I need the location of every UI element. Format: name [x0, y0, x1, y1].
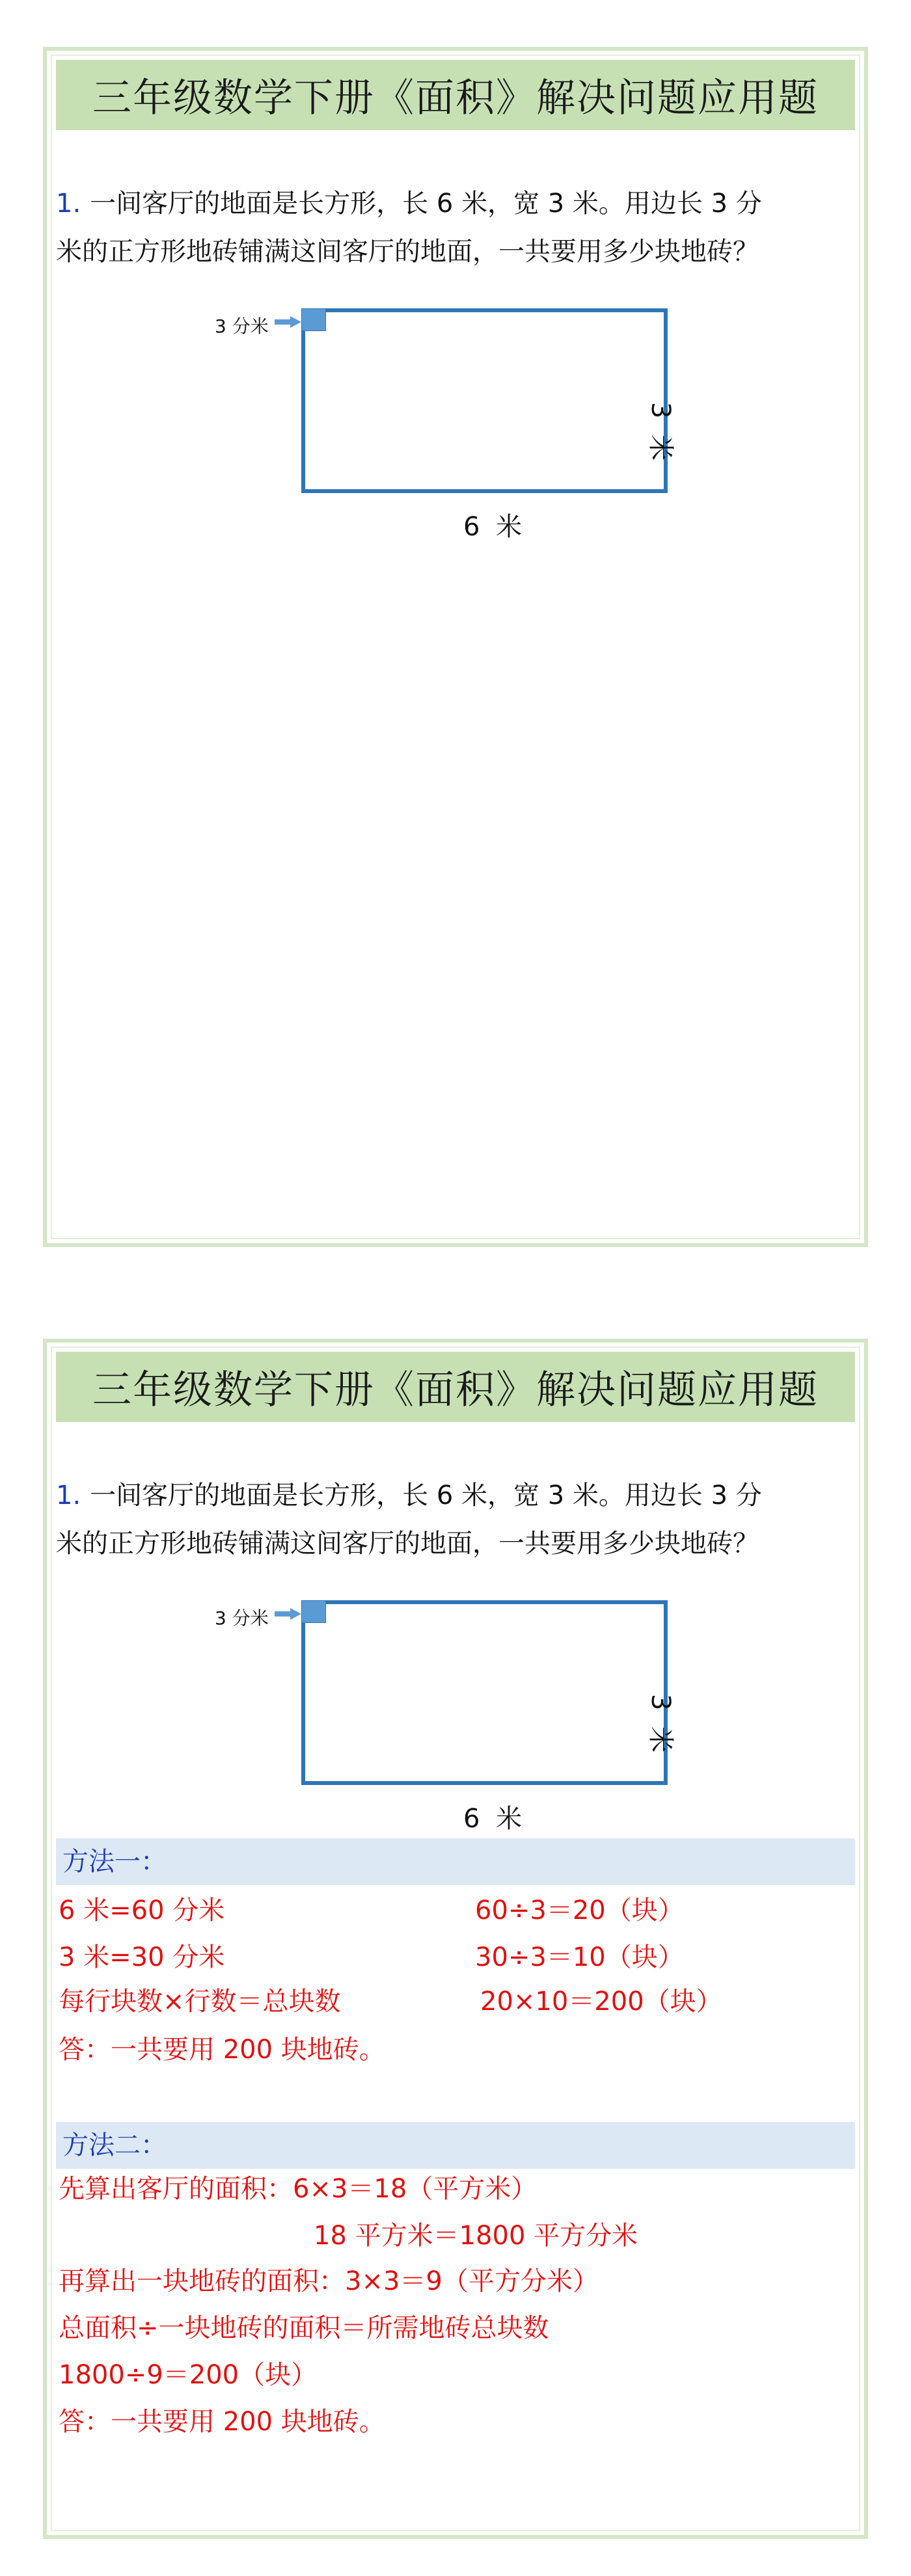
floor-tile-square	[301, 308, 326, 331]
worksheet-card-question	[43, 47, 868, 1247]
method-2-line-3: 再算出一块地砖的面积：3×3＝9（平方分米）	[59, 2266, 599, 2296]
method-1-row-1-left: 6 米=60 分米	[59, 1896, 225, 1925]
method-1-row-3-right: 20×10＝200（块）	[480, 1987, 722, 2017]
question-line-1	[56, 180, 855, 228]
room-width-label: 3 米	[646, 1694, 675, 1757]
right-arrow-icon	[275, 1607, 302, 1620]
room-rectangle	[301, 1600, 668, 1785]
question-number: 1.	[56, 189, 81, 219]
worksheet-card-solution	[43, 1339, 868, 2539]
question-line-2: 米的正方形地砖铺满这间客厅的地面，一共要用多少块地砖？	[56, 237, 759, 267]
tile-size-label: 3 分米	[215, 315, 269, 337]
method-1-answer: 答：一共要用 200 块地砖。	[59, 2035, 385, 2065]
worksheet-title: 三年级数学下册《面积》解决问题应用题	[56, 60, 855, 130]
method-1-row-1-right: 60÷3＝20（块）	[475, 1896, 684, 1925]
method-1-heading: 方法一：	[56, 1838, 855, 1885]
question-line-2: 米的正方形地砖铺满这间客厅的地面，一共要用多少块地砖？	[56, 1529, 759, 1559]
question-text	[56, 1471, 855, 1568]
method-2-line-4: 总面积÷一块地砖的面积＝所需地砖总块数	[59, 2313, 549, 2343]
method-1-row-2-right: 30÷3＝10（块）	[475, 1942, 684, 1972]
right-arrow-icon	[275, 315, 302, 329]
tile-size-label: 3 分米	[215, 1607, 269, 1629]
room-rectangle	[301, 308, 668, 493]
room-width-label: 3 米	[646, 402, 675, 465]
room-diagram	[47, 291, 872, 542]
room-length-label: 6 米	[463, 1804, 526, 1834]
method-2-line-2: 18 平方米＝1800 平方分米	[314, 2221, 638, 2251]
method-1-row-2-left: 3 米=30 分米	[59, 1942, 225, 1972]
method-2-answer: 答：一共要用 200 块地砖。	[59, 2407, 385, 2437]
question-line-1-text: 一间客厅的地面是长方形，长 6 米，宽 3 米。用边长 3 分	[90, 189, 762, 219]
room-length-label: 6 米	[463, 512, 526, 542]
method-2-heading: 方法二：	[56, 2122, 855, 2169]
floor-tile-square	[301, 1600, 326, 1623]
question-number: 1.	[56, 1481, 81, 1510]
method-1-row-3-left: 每行块数×行数＝总块数	[59, 1987, 341, 2017]
question-text	[56, 180, 855, 276]
method-2-line-1: 先算出客厅的面积：6×3＝18（平方米）	[59, 2174, 537, 2204]
question-line-1	[56, 1471, 855, 1520]
room-diagram	[47, 1583, 872, 1834]
worksheet-title: 三年级数学下册《面积》解决问题应用题	[56, 1352, 855, 1422]
method-2-line-5: 1800÷9＝200（块）	[59, 2360, 318, 2390]
question-line-1-text: 一间客厅的地面是长方形，长 6 米，宽 3 米。用边长 3 分	[90, 1481, 762, 1510]
